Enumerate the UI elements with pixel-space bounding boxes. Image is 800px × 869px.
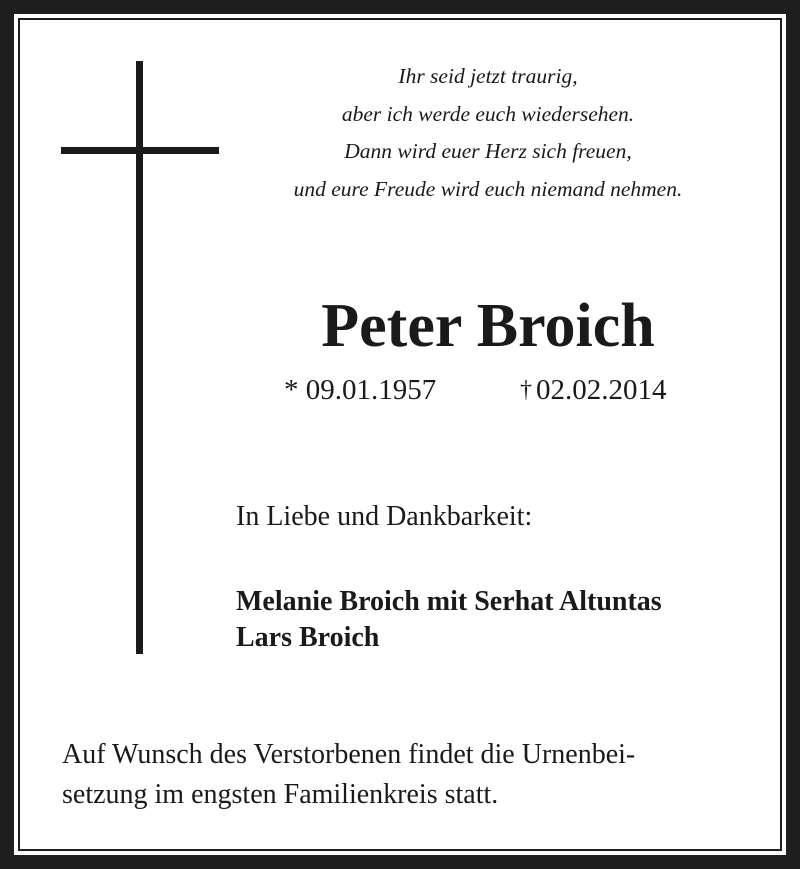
quote-line: Dann wird euer Herz sich freuen, xyxy=(344,139,632,163)
mourner-name: Lars Broich xyxy=(236,622,380,653)
deceased-name: Peter Broich xyxy=(321,292,655,360)
death-date-group xyxy=(520,372,667,408)
death-date: 02.02.2014 xyxy=(536,374,667,406)
funeral-notice xyxy=(62,735,752,815)
birth-date: * 09.01.1957 xyxy=(284,374,437,406)
mourners-list xyxy=(236,584,662,656)
cross-icon-crossbar xyxy=(61,147,219,154)
dedication-text: In Liebe und Dankbarkeit: xyxy=(236,501,533,532)
bible-quote xyxy=(230,58,746,208)
quote-line: und eure Freude wird euch niemand nehmen. xyxy=(293,176,683,201)
dagger-icon: † xyxy=(520,377,532,403)
notice-line: setzung im engsten Familienkreis statt. xyxy=(62,779,499,810)
quote-line: Ihr seid jetzt traurig, xyxy=(398,64,578,88)
quote-line: aber ich werde euch wiedersehen. xyxy=(341,101,635,126)
mourner-name: Melanie Broich mit Serhat Altuntas xyxy=(236,586,662,617)
notice-line: Auf Wunsch des Verstorbenen findet die Urnenbei- xyxy=(62,739,636,770)
